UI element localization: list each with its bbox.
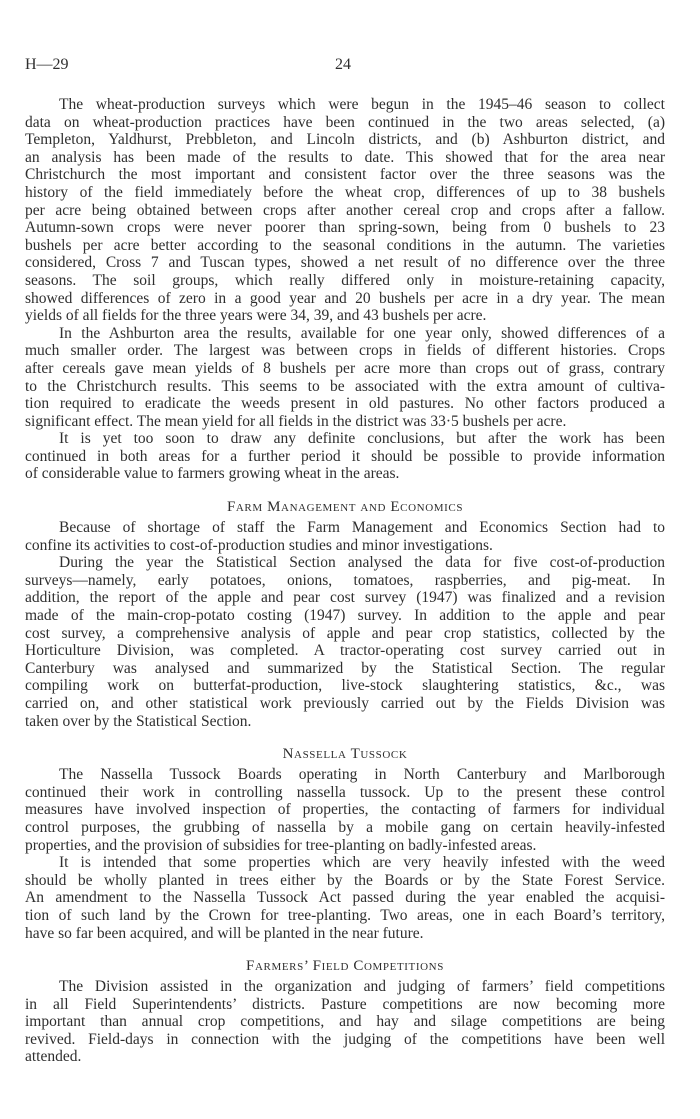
text-line: Canterbury was analysed and summarized by the Statistical Section. The regular [25,659,665,677]
section [25,96,665,483]
text-line: Autumn-sown crops were never poorer than spring-sown, being from 0 bushels to 23 [25,219,665,237]
text-line: history of the field immediately before the wheat crop, differences of up to 38 bushels [25,183,665,201]
page-number: 24 [335,56,351,73]
text-line: tion required to eradicate the weeds present in old pastures. No other factors produced a [25,395,665,413]
text-line: an analysis has been made of the results to date. This showed that for the area near [25,148,665,166]
text-line: bushels per acre better according to the seasonal conditions in the autumn. The varieties [25,236,665,254]
text-line: The Nassella Tussock Boards operating in North Canterbury and Marlborough [59,766,665,784]
section-heading: Farmers’ Field Competitions [246,958,444,975]
text-line: In the Ashburton area the results, available for one year only, showed differences of a [59,324,665,342]
paragraph [25,519,665,554]
text-line: yields of all fields for the three years were 34, 39, and 43 bushels per acre. [25,307,487,325]
text-line: after cereals gave mean yields of 8 bushels per acre more than crops out of grass, contrary [25,359,665,377]
page-header [25,56,665,74]
text-line: addition, the report of the apple and pear cost survey (1947) was finalized and a revision [25,589,665,607]
text-line: much smaller order. The largest was between crops in fields of different histories. Crops [25,342,665,360]
section [25,499,665,730]
paragraph [25,96,665,325]
text-line: made of the main-crop-potato costing (1947) survey. In addition to the apple and pear [25,607,665,625]
text-line: important than annual crop competitions, and hay and silage competitions are being [25,1013,665,1031]
text-line: to the Christchurch results. This seems to be associated with the extra amount of cultiva- [25,377,665,395]
text-line: control purposes, the grubbing of nassella by a mobile gang on certain heavily-infested [25,818,665,836]
text-line: properties, and the provision of subsidies for tree-planting on badly-infested areas. [25,836,537,854]
text-line: surveys—namely, early potatoes, onions, tomatoes, raspberries, and pig-meat. In [25,571,665,589]
text-line: carried on, and other statistical work previously carried out by the Fields Division was [25,694,665,712]
text-line: significant effect. The mean yield for all fields in the district was 33·5 bushels per acre. [25,412,567,430]
text-line: should be wholly planted in trees either by the Boards or by the State Forest Service. [25,871,665,889]
paragraph [25,854,665,942]
section [25,746,665,942]
document-body [25,96,665,1066]
text-line: Christchurch the most important and consistent factor over the three seasons was the [25,166,665,184]
text-line: attended. [25,1048,82,1066]
text-line: An amendment to the Nassella Tussock Act passed during the year enabled the acquisi- [25,889,665,907]
text-line: compiling work on butterfat-production, live-stock slaughtering statistics, &c., was [25,677,665,695]
paragraph [25,766,665,854]
section-heading: Nassella Tussock [282,746,408,763]
text-line: data on wheat-production practices have been continued in the two areas selected, (a) [25,113,665,131]
text-line: considered, Cross 7 and Tuscan types, showed a net result of no difference over the three [25,254,665,272]
text-line: During the year the Statistical Section analysed the data for five cost-of-production [59,554,665,572]
paragraph [25,554,665,730]
text-line: taken over by the Statistical Section. [25,712,252,730]
paragraph [25,325,665,431]
text-line: The wheat-production surveys which were begun in the 1945–46 season to collect [59,96,665,113]
text-line: revived. Field-days in connection with the judging of the competitions have been well [25,1030,665,1048]
text-line: It is yet too soon to draw any definite conclusions, but after the work has been [59,430,665,448]
text-line: The Division assisted in the organization and judging of farmers’ field competitions [59,978,665,996]
paragraph [25,978,665,1066]
text-line: per acre being obtained between crops after another cereal crop and crops after a fallow. [25,201,665,219]
text-line: Templeton, Yaldhurst, Prebbleton, and Lincoln districts, and (b) Ashburton district, and [25,131,665,149]
text-line: Horticulture Division, was completed. A tractor-operating cost survey carried out in [25,642,665,660]
paragraph [25,430,665,483]
text-line: continued in both areas for a further period it should be possible to provide information [25,447,665,465]
text-line: confine its activities to cost-of-production studies and minor investigations. [25,536,493,554]
text-line: It is intended that some properties which are very heavily infested with the weed [59,854,665,872]
text-line: of considerable value to farmers growing wheat in the areas. [25,465,400,483]
section [25,958,665,1066]
text-line: Because of shortage of staff the Farm Management and Economics Section had to [59,519,665,537]
text-line: continued their work in controlling nassella tussock. Up to the present these control [25,783,665,801]
text-line: have so far been acquired, and will be planted in the near future. [25,924,424,942]
section-heading: Farm Management and Economics [226,499,464,516]
text-line: seasons. The soil groups, which really differed only in moisture-retaining capacity, [25,271,665,289]
text-line: showed differences of zero in a good year and 20 bushels per acre in a dry year. The mean [25,289,665,307]
text-line: tion of such land by the Crown for tree-planting. Two areas, one in each Board’s territory, [25,906,665,924]
document-reference: H—29 [25,56,69,73]
text-line: in all Field Superintendents’ districts. Pasture competitions are now becoming more [25,995,665,1013]
text-line: measures have involved inspection of properties, the contacting of farmers for individual [25,801,665,819]
text-line: cost survey, a comprehensive analysis of apple and pear crop statistics, collected by the [25,624,665,642]
